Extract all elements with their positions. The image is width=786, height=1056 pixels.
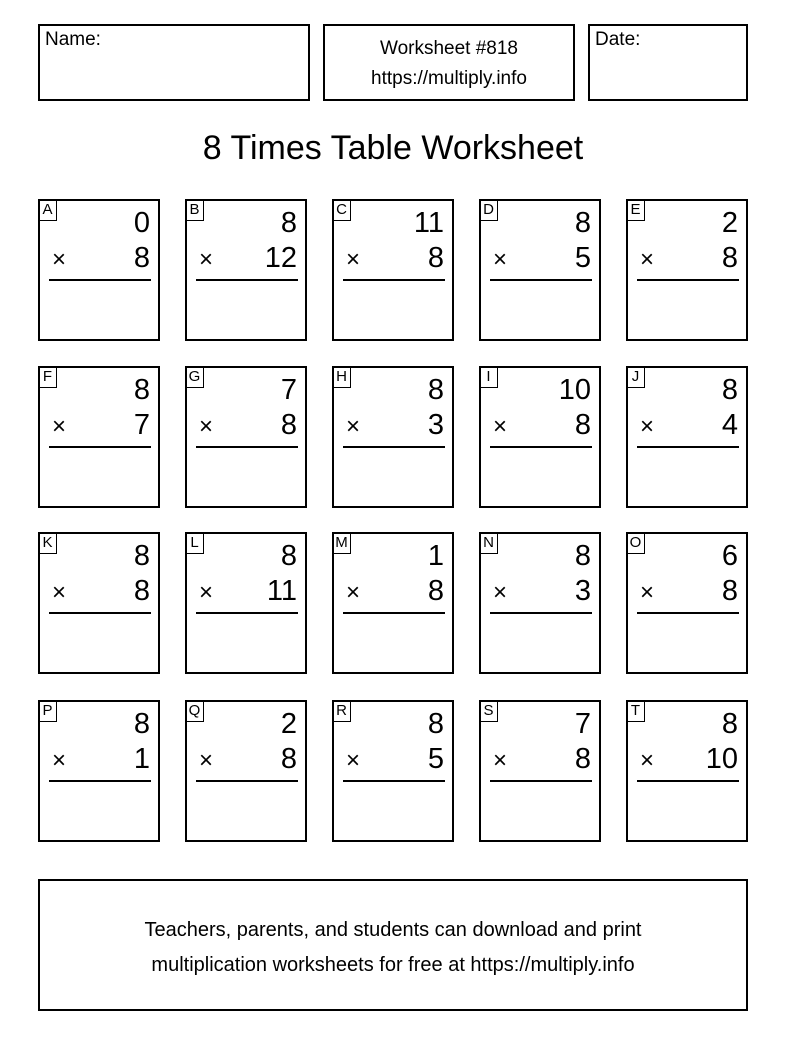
problem-letter: O <box>627 533 645 554</box>
date-label: Date: <box>595 29 641 50</box>
multiplicand: 7 <box>574 708 591 740</box>
multiplicand: 8 <box>133 708 150 740</box>
page-title: 8 Times Table Worksheet <box>202 129 584 167</box>
problem-letter: F <box>39 367 57 388</box>
multiplier: 11 <box>266 575 297 607</box>
answer-line <box>196 446 298 448</box>
multiplier: 8 <box>280 743 297 775</box>
problem-letter: I <box>480 367 498 388</box>
multiplier: 8 <box>133 242 150 274</box>
problem-card <box>479 532 601 674</box>
times-sign: × <box>346 246 361 273</box>
problem-letter: K <box>39 533 57 554</box>
problem-card <box>38 199 160 341</box>
multiplier: 7 <box>133 409 150 441</box>
problem-letter: H <box>333 367 351 388</box>
times-sign: × <box>493 747 508 774</box>
multiplier: 3 <box>574 575 591 607</box>
problem-card <box>38 532 160 674</box>
multiplier: 8 <box>133 575 150 607</box>
problem-letter: S <box>480 701 498 722</box>
times-sign: × <box>52 246 67 273</box>
problem-letter: Q <box>186 701 204 722</box>
multiplicand: 8 <box>133 540 150 572</box>
answer-line <box>49 279 151 281</box>
answer-line <box>49 612 151 614</box>
name-label: Name: <box>45 29 101 50</box>
multiplicand: 8 <box>427 708 444 740</box>
problem-card <box>185 199 307 341</box>
times-sign: × <box>640 246 655 273</box>
problem-card <box>185 700 307 842</box>
multiplicand: 10 <box>558 374 591 406</box>
problem-letter: J <box>627 367 645 388</box>
problem-card <box>332 700 454 842</box>
answer-line <box>196 279 298 281</box>
multiplicand: 11 <box>413 207 444 239</box>
website-url: https://multiply.info <box>371 68 527 89</box>
answer-line <box>637 279 739 281</box>
times-sign: × <box>199 579 214 606</box>
footer-line-1: Teachers, parents, and students can download and print <box>144 919 642 941</box>
multiplier: 10 <box>705 743 738 775</box>
problem-letter: M <box>333 533 351 554</box>
multiplier: 8 <box>574 743 591 775</box>
answer-line <box>49 780 151 782</box>
multiplier: 8 <box>280 409 297 441</box>
times-sign: × <box>52 747 67 774</box>
times-sign: × <box>52 579 67 606</box>
times-sign: × <box>346 413 361 440</box>
times-sign: × <box>640 413 655 440</box>
answer-line <box>196 612 298 614</box>
footer-line-2: multiplication worksheets for free at https://multiply.info <box>151 954 635 976</box>
problem-card <box>185 532 307 674</box>
multiplicand: 0 <box>133 207 150 239</box>
multiplier: 8 <box>427 575 444 607</box>
footer-box <box>38 879 748 1011</box>
multiplier: 5 <box>427 743 444 775</box>
worksheet-info-box <box>323 24 575 101</box>
problem-card <box>185 366 307 508</box>
problem-letter: N <box>480 533 498 554</box>
problem-letter: E <box>627 200 645 221</box>
multiplicand: 6 <box>721 540 738 572</box>
problem-card <box>479 700 601 842</box>
problem-letter: D <box>480 200 498 221</box>
multiplicand: 1 <box>427 540 444 572</box>
times-sign: × <box>52 413 67 440</box>
footer-text <box>40 913 746 983</box>
multiplier: 4 <box>721 409 738 441</box>
times-sign: × <box>199 413 214 440</box>
answer-line <box>343 612 445 614</box>
multiplicand: 7 <box>280 374 297 406</box>
multiplier: 5 <box>574 242 591 274</box>
multiplicand: 8 <box>574 540 591 572</box>
times-sign: × <box>493 413 508 440</box>
multiplier: 1 <box>133 743 150 775</box>
times-sign: × <box>346 579 361 606</box>
problem-letter: L <box>186 533 204 554</box>
times-sign: × <box>640 747 655 774</box>
problem-card <box>479 199 601 341</box>
answer-line <box>343 279 445 281</box>
problem-letter: C <box>333 200 351 221</box>
answer-line <box>343 780 445 782</box>
times-sign: × <box>493 246 508 273</box>
answer-line <box>196 780 298 782</box>
multiplicand: 8 <box>280 207 297 239</box>
multiplicand: 2 <box>721 207 738 239</box>
problem-card <box>332 366 454 508</box>
times-sign: × <box>199 747 214 774</box>
multiplicand: 8 <box>574 207 591 239</box>
times-sign: × <box>493 579 508 606</box>
problem-letter: T <box>627 701 645 722</box>
problem-letter: P <box>39 701 57 722</box>
answer-line <box>637 446 739 448</box>
problem-card <box>626 532 748 674</box>
answer-line <box>49 446 151 448</box>
problem-card <box>626 199 748 341</box>
times-sign: × <box>346 747 361 774</box>
multiplier: 8 <box>427 242 444 274</box>
problem-letter: R <box>333 701 351 722</box>
multiplier: 8 <box>574 409 591 441</box>
multiplier: 12 <box>264 242 297 274</box>
problem-card <box>38 366 160 508</box>
answer-line <box>343 446 445 448</box>
problem-letter: G <box>186 367 204 388</box>
answer-line <box>490 279 592 281</box>
multiplicand: 8 <box>721 374 738 406</box>
multiplicand: 8 <box>280 540 297 572</box>
answer-line <box>637 612 739 614</box>
date-box <box>588 24 748 101</box>
answer-line <box>490 612 592 614</box>
problem-card <box>626 700 748 842</box>
multiplier: 3 <box>427 409 444 441</box>
problem-card <box>332 199 454 341</box>
answer-line <box>637 780 739 782</box>
times-sign: × <box>640 579 655 606</box>
name-box <box>38 24 310 101</box>
problem-card <box>626 366 748 508</box>
answer-line <box>490 446 592 448</box>
problem-card <box>332 532 454 674</box>
times-sign: × <box>199 246 214 273</box>
problem-card <box>38 700 160 842</box>
worksheet-number: Worksheet #818 <box>379 38 518 59</box>
multiplicand: 8 <box>427 374 444 406</box>
multiplicand: 8 <box>721 708 738 740</box>
multiplicand: 2 <box>280 708 297 740</box>
multiplier: 8 <box>721 242 738 274</box>
problem-letter: B <box>186 200 204 221</box>
problem-card <box>479 366 601 508</box>
answer-line <box>490 780 592 782</box>
multiplier: 8 <box>721 575 738 607</box>
multiplicand: 8 <box>133 374 150 406</box>
problem-letter: A <box>39 200 57 221</box>
